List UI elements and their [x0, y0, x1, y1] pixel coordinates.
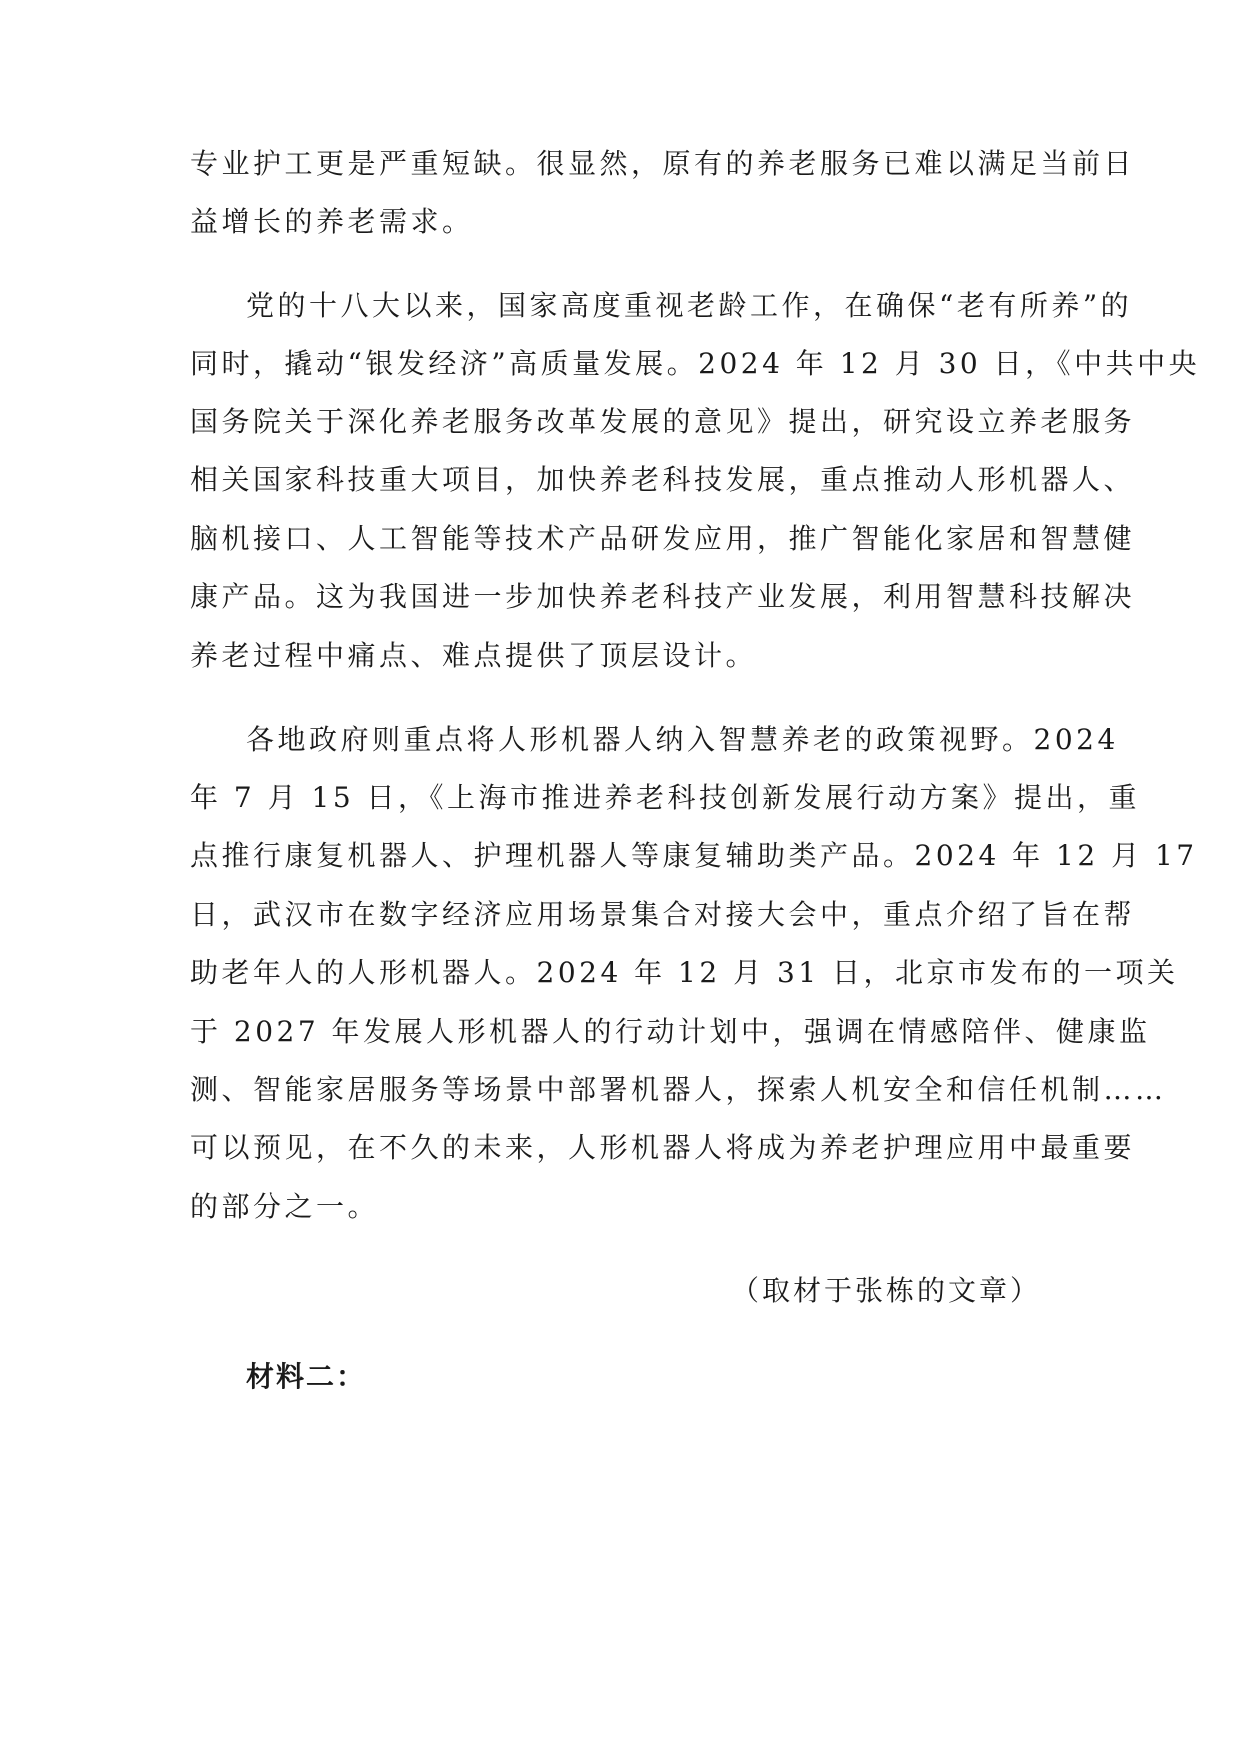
paragraph-line: 相关国家科技重大项目，加快养老科技发展，重点推动人形机器人、 — [190, 463, 1136, 496]
paragraph-line: 国务院关于深化养老服务改革发展的意见》提出，研究设立养老服务 — [190, 405, 1136, 438]
section-heading: 材料二： — [246, 1360, 367, 1393]
paragraph-line: 益增长的养老需求。 — [190, 205, 474, 238]
paragraph-line: 可以预见，在不久的未来，人形机器人将成为养老护理应用中最重要 — [190, 1131, 1136, 1164]
paragraph-line: 康产品。这为我国进一步加快养老科技产业发展，利用智慧科技解决 — [190, 580, 1136, 613]
paragraph-line: 脑机接口、人工智能等技术产品研发应用，推广智能化家居和智慧健 — [190, 522, 1136, 555]
paragraph-line: 党的十八大以来，国家高度重视老龄工作，在确保“老有所养”的 — [246, 289, 1133, 322]
paragraph-line: 于 2027 年发展人形机器人的行动计划中，强调在情感陪伴、健康监 — [190, 1015, 1151, 1048]
paragraph-line: 年 7 月 15 日，《上海市推进养老科技创新发展行动方案》提出，重 — [190, 781, 1141, 814]
paragraph-line: 养老过程中痛点、难点提供了顶层设计。 — [190, 639, 758, 672]
paragraph-line: 测、智能家居服务等场景中部署机器人，探索人机安全和信任机制…… — [190, 1073, 1167, 1106]
paragraph-line: 同时，撬动“银发经济”高质量发展。2024 年 12 月 30 日，《中共中央 — [190, 347, 1201, 380]
paragraph-line: 的部分之一。 — [190, 1190, 380, 1223]
paragraph-line: 点推行康复机器人、护理机器人等康复辅助类产品。2024 年 12 月 17 — [190, 839, 1198, 872]
paragraph-line: 助老年人的人形机器人。2024 年 12 月 31 日，北京市发布的一项关 — [190, 956, 1179, 989]
paragraph-line: 各地政府则重点将人形机器人纳入智慧养老的政策视野。2024 — [246, 723, 1119, 756]
paragraph-line: 专业护工更是严重短缺。很显然，原有的养老服务已难以满足当前日 — [190, 147, 1136, 180]
paragraph-line: 日，武汉市在数字经济应用场景集合对接大会中，重点介绍了旨在帮 — [190, 898, 1136, 931]
source-attribution: （取材于张栋的文章） — [730, 1274, 1041, 1307]
